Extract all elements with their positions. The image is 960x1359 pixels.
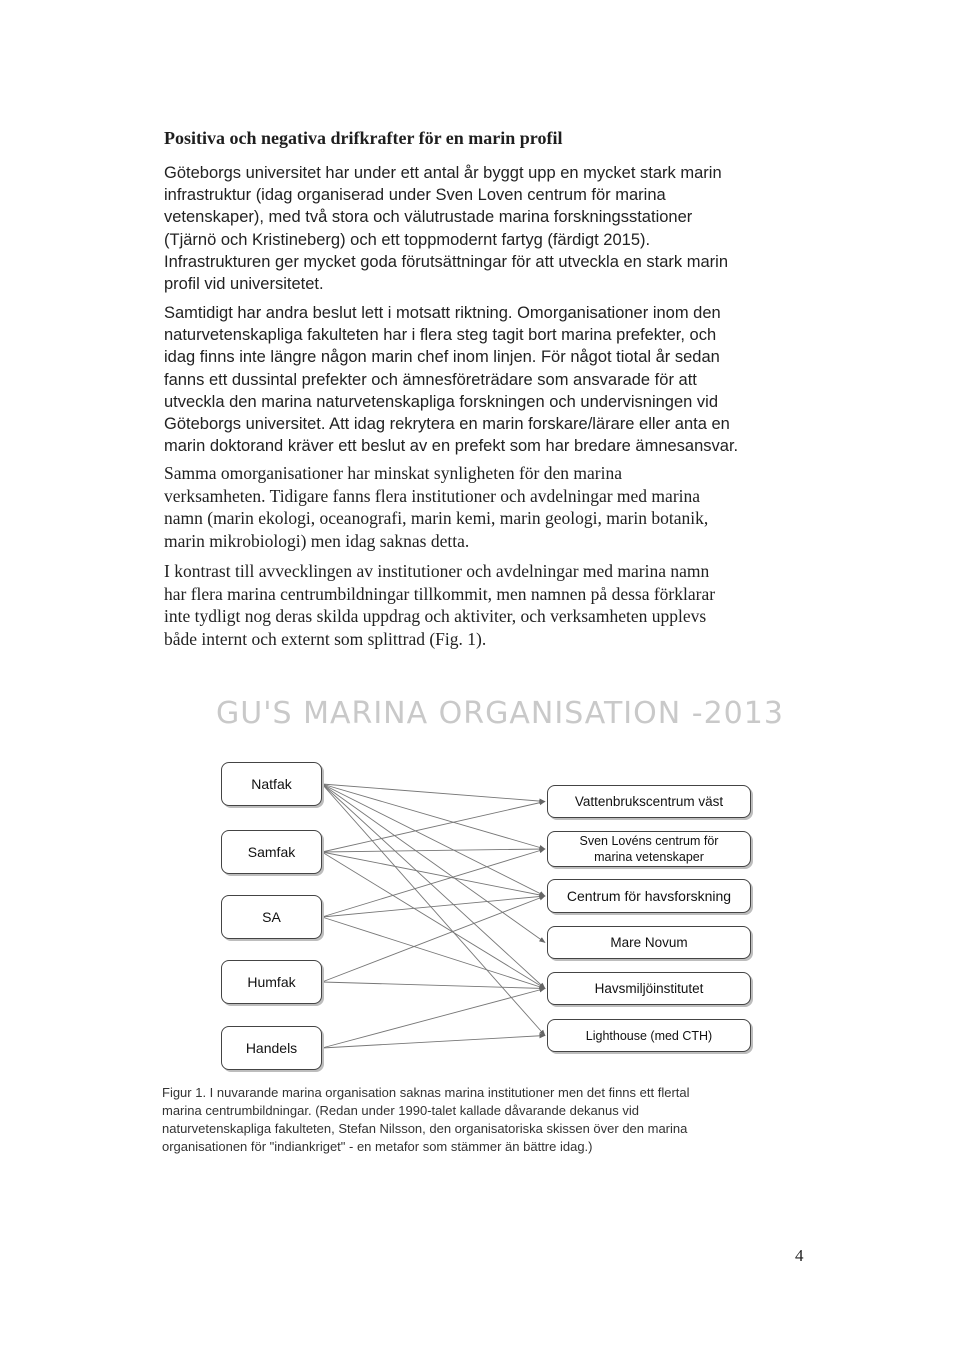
faculty-box-samfak: Samfak bbox=[221, 830, 322, 874]
text-line: Samtidigt har andra beslut lett i motsatt riktning. Omorganisationer inom den bbox=[164, 304, 721, 322]
text-line: I kontrast till avvecklingen av institutioner och avdelningar med marina namn bbox=[164, 561, 710, 581]
connection-line-natfak-havsmiljo bbox=[322, 784, 545, 989]
text-line: marina centrumbildningar. (Redan under 1990-talet kallade dåvarande dekanus vid bbox=[162, 1103, 639, 1118]
connection-line-handels-havsmiljo bbox=[322, 989, 545, 1049]
text-line: Infrastrukturen ger mycket goda förutsättningar för att utveckla en stark marin bbox=[164, 252, 729, 271]
text-line: infrastruktur (idag organiserad under Sven Loven centrum för marina bbox=[164, 186, 666, 205]
centre-box-havsmiljoinstitutet: Havsmiljöinstitutet bbox=[547, 972, 751, 1005]
centre-box-havsforskning: Centrum för havsforskning bbox=[547, 879, 751, 913]
text-line: vetenskaper), med två stora och välutrustade marina forskningsstationer bbox=[164, 208, 693, 227]
text-line: marin doktorand kräver ett beslut av en prefekt som har bredare ämnesansvar. bbox=[164, 437, 739, 456]
centre-box-lighthouse: Lighthouse (med CTH) bbox=[547, 1019, 751, 1052]
connection-line-samfak-vattenbruk bbox=[322, 802, 545, 853]
text-line: både internt och externt som splittrad (Fig. 1). bbox=[164, 628, 487, 649]
text-line: organisationen för "indiankriget" - en metafor som stämmer än bättre idag.) bbox=[162, 1139, 593, 1154]
centre-box-mare-novum: Mare Novum bbox=[547, 926, 751, 959]
connection-line-samfak-havsforskning bbox=[322, 852, 545, 896]
connection-line-natfak-vattenbruk bbox=[322, 784, 545, 802]
text-line: verksamheten. Tidigare fanns flera institutioner och avdelningar med marina bbox=[164, 485, 701, 506]
figure-title: GU'S MARINA ORGANISATION -2013 bbox=[216, 696, 784, 731]
text-line: fanns ett dussintal prefekter och ämnesföreträdare som ansvarade för att bbox=[164, 370, 697, 389]
faculty-box-humfak: Humfak bbox=[221, 960, 322, 1004]
paragraph-centres bbox=[164, 560, 824, 650]
faculty-box-natfak: Natfak bbox=[221, 762, 322, 806]
paragraph-reorganisation bbox=[164, 302, 824, 457]
faculty-box-handels: Handels bbox=[221, 1026, 322, 1070]
connection-line-samfak-svenloven bbox=[322, 849, 545, 852]
centre-box-sven-loven: Sven Lovéns centrum för marina vetenskaper bbox=[547, 831, 751, 867]
paragraph-infrastructure bbox=[164, 162, 824, 295]
text-line: (Tjärnö och Kristineberg) och ett toppmodernt fartyg (färdigt 2015). bbox=[164, 230, 651, 249]
text-line: utveckla den marina naturvetenskapliga forskningen och undervisningen vid bbox=[164, 392, 719, 411]
faculty-box-sa: SA bbox=[221, 895, 322, 939]
connection-line-natfak-marenovum bbox=[322, 784, 545, 943]
page-number: 4 bbox=[795, 1246, 804, 1265]
text-line: Samma omorganisationer har minskat synligheten för den marina bbox=[164, 463, 622, 483]
text-line: Göteborgs universitet. Att idag rekrytera en marin forskare/lärare eller anta en bbox=[164, 415, 730, 434]
connection-line-natfak-svenloven bbox=[322, 784, 545, 849]
text-line: inte tydligt nog deras skilda uppdrag och aktiviter, och verksamheten upplevs bbox=[164, 606, 707, 626]
text-line: Figur 1. I nuvarande marina organisation saknas marina institutioner men det finns ett flertal bbox=[162, 1085, 690, 1100]
connection-line-humfak-havsmiljo bbox=[322, 982, 545, 989]
text-line: naturvetenskapliga fakulteten har i flera steg tagit bort marina prefekter, och bbox=[164, 326, 717, 345]
text-line: marin mikrobiologi) men idag saknas detta. bbox=[164, 530, 470, 551]
text-line: profil vid universitetet. bbox=[164, 275, 324, 294]
text-line: Göteborgs universitet har under ett antal år byggt upp en mycket stark marin bbox=[164, 164, 722, 182]
connection-line-handels-lighthouse bbox=[322, 1036, 545, 1049]
paragraph-visibility bbox=[164, 462, 824, 552]
centre-box-vattenbruk: Vattenbrukscentrum väst bbox=[547, 785, 751, 818]
organisation-diagram bbox=[200, 740, 780, 1080]
connection-line-humfak-havsforskning bbox=[322, 896, 545, 982]
connection-line-sa-havsmiljo bbox=[322, 917, 545, 989]
connection-line-samfak-havsmiljo bbox=[322, 852, 545, 989]
text-line: namn (marin ekologi, oceanografi, marin kemi, marin geologi, marin botanik, bbox=[164, 508, 709, 528]
section-heading: Positiva och negativa drifkrafter för en marin profil bbox=[164, 128, 563, 148]
text-line: idag finns inte längre någon marin chef inom linjen. För något tiotal år sedan bbox=[164, 348, 720, 367]
text-line: naturvetenskapliga fakulteten, Stefan Nilsson, den organisatoriska skissen över den marina bbox=[162, 1121, 688, 1136]
text-line: har flera marina centrumbildningar tillkommit, men namnen på dessa förklarar bbox=[164, 583, 716, 604]
figure-caption bbox=[162, 1084, 802, 1156]
connection-line-natfak-havsforskning bbox=[322, 784, 545, 896]
